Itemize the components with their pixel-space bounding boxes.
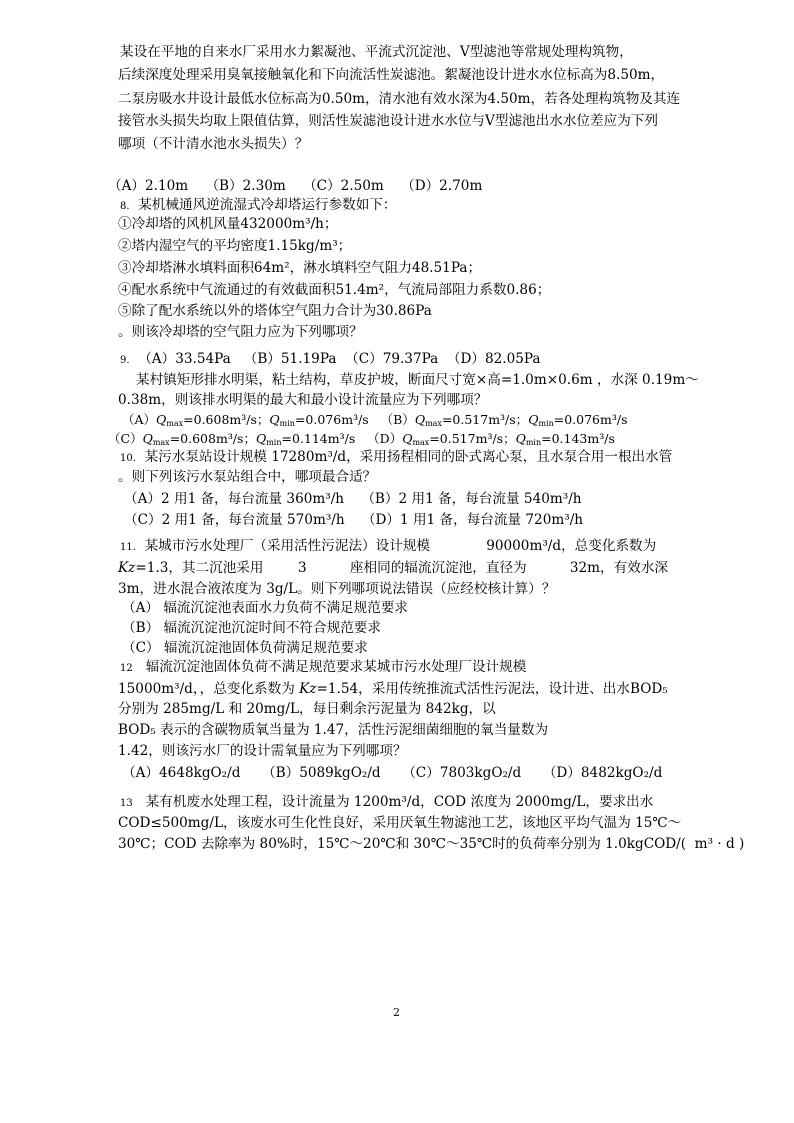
q8-stem: [120, 196, 396, 216]
q10-options: （C）2 用1 备，每台流量 570m³/h （D）1 用1 备，每台流量 720m³/h: [124, 512, 584, 528]
q-sub: min: [279, 419, 295, 428]
q12-stem: 分别为 285mg/L 和 20mg/L，每日剩余污泥量为 842kg，以: [118, 701, 496, 717]
q12-stem: 1.42，则该污水厂的设计需氧量应为下列哪项？: [118, 743, 407, 759]
q-symbol: Q: [156, 412, 167, 427]
q11-option: （B） 辐流沉淀池沉淀时间不符合规范要求: [122, 620, 381, 636]
q12-stem: BOD₅ 表示的含碳物质氧当量为 1.47，活性污泥细菌细胞的氧当量数为: [118, 722, 549, 738]
q-sub: min: [266, 438, 282, 447]
option-value: =0.143m³/s: [541, 431, 615, 446]
option-value: =0.517m³/s；: [441, 412, 529, 427]
q11-stem: 3m，进水混合液浓度为 3g/L。则下列哪项说法错误（应经校核计算）？: [118, 581, 556, 597]
q12-stem: [118, 680, 668, 698]
q10-stem-text: 某污水泵站设计规模 17280m³/d，采用扬程相同的卧式离心泵，且水泵合用一根出水管: [144, 449, 673, 465]
q11-stem-text: 某城市污水处理厂（采用活性污泥法）设计规模 90000m³/d，总变化系数为: [144, 538, 657, 554]
q7-stem-line: 二泵房吸水井设计最低水位标高为0.50m，清水池有效水深为4.50m，若各处理构筑物及其连: [118, 91, 681, 107]
q9-stem-line: 0.38m，则该排水明渠的最大和最小设计流量应为下列哪项？: [118, 392, 488, 408]
option-value: =0.076m³/s: [553, 412, 628, 427]
question-number: 10.: [120, 453, 136, 464]
kz-symbol: Kz: [118, 560, 136, 576]
q-sub: max: [152, 438, 170, 447]
q8-question: 。则该冷却塔的空气阻力应为下列哪项？: [118, 324, 363, 340]
q13-stem-text: 某有机废水处理工程，设计流量为 1200m³/d，COD 浓度为 2000mg/L，要求出水: [145, 794, 654, 810]
q7-options: （A）2.10m （B）2.30m （C）2.50m （D）2.70m: [108, 178, 483, 194]
q8-item: ③冷却塔淋水填料面积64m²，淋水填料空气阻力48.51Pa；: [118, 260, 482, 276]
q-symbol: Q: [255, 431, 267, 446]
q-symbol: Q: [402, 431, 413, 446]
question-number: 9.: [120, 355, 130, 366]
q11-stem: [120, 537, 656, 557]
q-sub: max: [166, 419, 184, 428]
q9-line: [120, 350, 541, 370]
q12-stem: [120, 658, 526, 678]
option-label: （A）: [122, 412, 157, 427]
q13-stem: 30℃；COD 去除率为 80%时，15℃～20℃和 30℃～35℃时的负荷率分别为 1.0kgCOD/( m³ · d ): [118, 836, 745, 852]
q12-stem-text: 15000m³/d，，总变化系数为: [118, 681, 300, 697]
q-sub: max: [425, 419, 442, 428]
q12-stem-text: 辐流沉淀池固体负荷不满足规范要求某城市污水处理厂设计规模: [145, 659, 527, 675]
q-symbol: Q: [528, 412, 539, 427]
q-symbol: Q: [515, 431, 526, 446]
q-sub: max: [412, 438, 430, 447]
q11-stem-text: =1.3，其二沉池采用 3 座相同的辐流沉淀池，直径为 32m，有效水深: [135, 560, 669, 576]
option-value: =0.608m³/s；: [169, 431, 256, 446]
q13-stem: [120, 793, 653, 813]
q8-options: （A）33.54Pa （B）51.19Pa （C）79.37Pa （D）82.05Pa: [138, 351, 541, 367]
option-value: =0.608m³/s；: [183, 412, 270, 427]
q-symbol: Q: [142, 431, 153, 446]
option-value: =0.076m³/s: [294, 412, 369, 427]
question-number: 13: [120, 798, 133, 809]
q10-question: 。则下列该污水泵站组合中，哪项最合适？: [118, 469, 377, 485]
option-label: （D）: [355, 431, 403, 446]
q7-stem-line: 后续深度处理采用臭氧接触氧化和下向流活性炭滤池。絮凝池设计进水水位标高为8.50m，: [118, 67, 665, 83]
q8-item: ①冷却塔的风机风量432000m³/h；: [118, 216, 338, 232]
q8-item: ⑤除了配水系统以外的塔体空气阻力合计为30.86Pa: [118, 303, 432, 319]
q7-stem-line: 哪项（不计清水池水头损失）？: [118, 136, 309, 152]
question-number: 11.: [120, 542, 136, 553]
q11-option: （A） 辐流沉淀池表面水力负荷不满足规范要求: [122, 600, 409, 616]
option-value: =0.517m³/s；: [429, 431, 516, 446]
option-label: （C）: [108, 431, 143, 446]
q7-stem-line: 某设在平地的自来水厂采用水力絮凝池、平流式沉淀池、V型滤池等常规处理构筑物，: [120, 44, 633, 60]
q13-stem: COD≤500mg/L，该废水可生化性良好，采用厌氧生物滤池工艺，该地区平均气温为 15℃～: [118, 815, 682, 831]
q10-stem: [120, 448, 672, 468]
q11-stem: [118, 559, 668, 577]
page-number: 2: [393, 1006, 400, 1019]
q-symbol: Q: [269, 412, 280, 427]
question-number: 8.: [120, 201, 130, 212]
q9-stem-line: 某村镇矩形排水明渠，粘土结构，草皮护坡，断面尺寸宽×高=1.0m×0.6m ，水深 0.19m～: [136, 372, 699, 388]
q-sub: min: [525, 438, 542, 447]
option-label: （B）: [368, 412, 415, 427]
q-sub: min: [538, 419, 554, 428]
q8-item: ②塔内湿空气的平均密度1.15kg/m³；: [118, 238, 352, 254]
q8-stem-text: 某机械通风逆流湿式冷却塔运行参数如下：: [138, 197, 397, 213]
q12-options: （A）4648kgO₂/d （B）5089kgO₂/d （C）7803kgO₂/d （D）8482kgO₂/d: [122, 765, 663, 781]
q10-options: （A）2 用1 备，每台流量 360m³/h （B）2 用1 备，每台流量 540m³/h: [124, 491, 582, 507]
q-symbol: Q: [414, 412, 426, 427]
q7-stem-line: 接管水头损失均取上限值估算，则活性炭滤池设计进水水位与V型滤池出水水位差应为下列: [118, 113, 658, 129]
q11-option: （C） 辐流沉淀池固体负荷满足规范要求: [122, 640, 368, 656]
kz-symbol: Kz: [299, 681, 317, 697]
question-number: 12: [120, 663, 133, 674]
q12-stem-text: =1.54，采用传统推流式活性污泥法，设计进、出水BOD₅: [316, 681, 668, 697]
option-value: =0.114m³/s: [281, 431, 356, 446]
q8-item: ④配水系统中气流通过的有效截面积51.4m²，气流局部阻力系数0.86；: [118, 282, 551, 298]
